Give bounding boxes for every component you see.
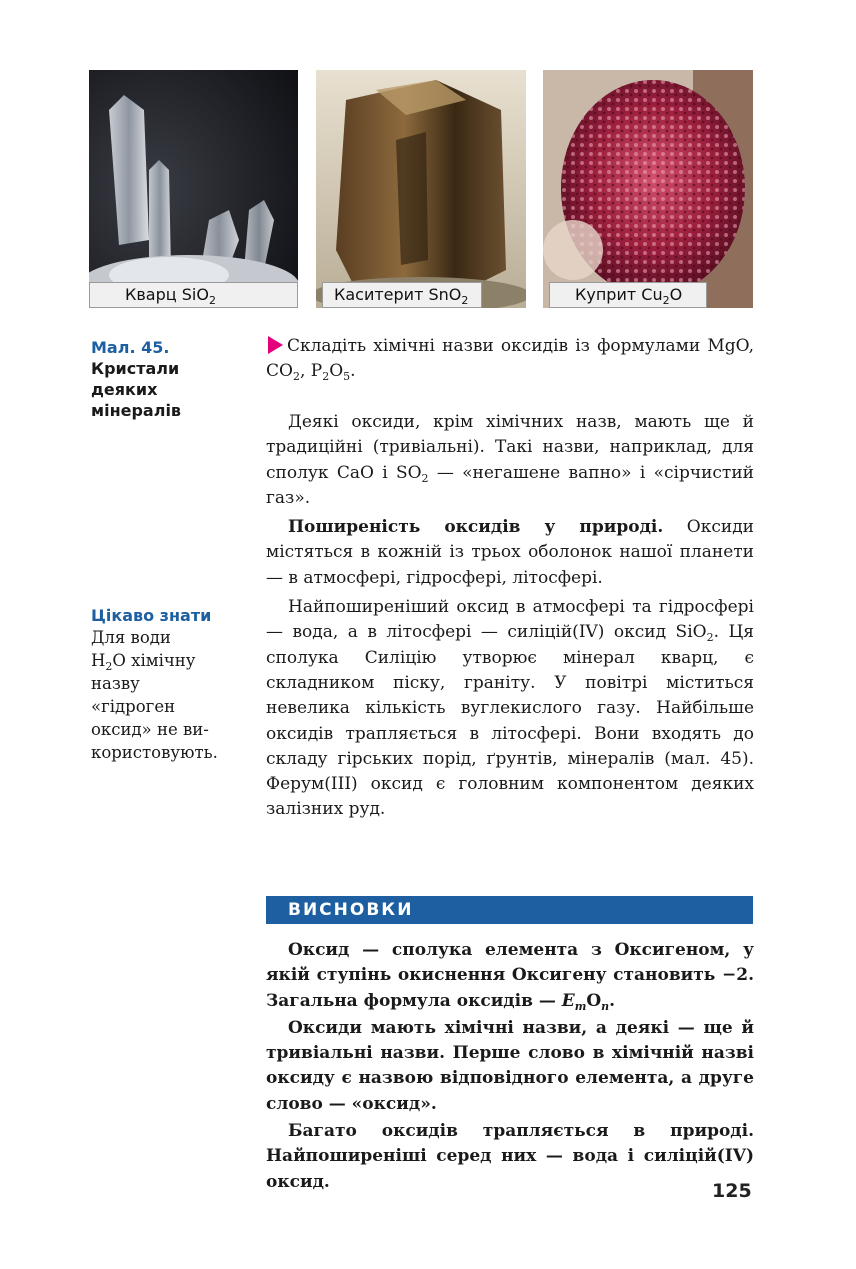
task-block [266, 334, 754, 385]
page-number: 125 [712, 1180, 752, 1202]
quartz-caption: Кварц SiO$_2$ [89, 282, 298, 308]
paragraph-most-common-oxide: Найпоширеніший оксид в атмосфері та гідросфері — вода, а в літосфері — силіцій(IV) оксид SiO$_2$. Ця сполука Силіцію утворює мінерал кварц, є складником піску, граніту. У повітрі міститься невелика кількість вуглекислого газу. Найбільше оксидів трапляється в літосфері. Вони входять до складу гірських порід, ґрунтів, мінералів (мал. 45). Ферум(III) оксид є головним компонентом деяких залізних руд. [266, 597, 754, 820]
interesting-line: назву [91, 674, 140, 693]
conclusions-heading: ВИСНОВКИ [266, 896, 753, 924]
paragraph-prevalence: Поширеність оксидів у природі. Оксиди містяться в кожній із трьох оболонок нашої планети — в атмосфері, гідросфері, літосфері. [266, 517, 754, 588]
interesting-facts-box [91, 605, 241, 764]
quartz-crystal-image [89, 70, 298, 308]
interesting-line: оксид» не ви- [91, 720, 209, 739]
paragraph-trivial-names: Деякі оксиди, крім хімічних назв, мають ще й традиційні (тривіальні). Такі назви, наприклад, для сполук CaO і $SO_2$ — «негашене вапно» і «сірчистий газ». [266, 412, 754, 508]
interesting-heading: Цікаво знати [91, 606, 212, 625]
cuprite-caption: Куприт $Cu_2O$ [549, 282, 707, 308]
figure-caption-line: Кристали [91, 359, 180, 378]
interesting-line: користовують. [91, 743, 218, 762]
interesting-line: $H_2O$ хімічну [91, 651, 196, 673]
task-text: Складіть хімічні назви оксидів із формулами MgO, $CO_2$, $P_2O_5$. [266, 336, 754, 384]
interesting-line: «гідроген [91, 697, 176, 716]
conclusions-text [266, 938, 754, 1195]
conclusion-names: Оксиди мають хімічні назви, а деякі — ще й тривіальні назви. Перше слово в хімічній назві оксиду є назвою відповідного елемента, а друге слово — «оксид». [266, 1017, 754, 1114]
cassiterite-caption: Каситерит SnO$_2$ [322, 282, 482, 308]
figure-caption-line: мінералів [91, 401, 182, 420]
cuprite-crystal-image [543, 70, 753, 308]
figure-caption-line: деяких [91, 380, 158, 399]
body-text [266, 410, 754, 823]
figure-label: Мал. 45. [91, 338, 170, 357]
cuprite-photo [543, 70, 753, 308]
quartz-photo [89, 70, 298, 308]
conclusion-nature: Багато оксидів трапляється в природі. Найпоширеніші серед них — вода і силіцій(IV) оксид. [266, 1121, 754, 1192]
figure-caption [91, 337, 241, 421]
cassiterite-photo [316, 70, 526, 308]
cassiterite-crystal-image [316, 70, 526, 308]
conclusion-definition: Оксид — сполука елемента з Оксигеном, у якій ступінь окиснення Оксигену становить −2. Загальна формула оксидів — $E_mO_n$. [266, 940, 754, 1013]
interesting-line: Для води [91, 628, 171, 647]
